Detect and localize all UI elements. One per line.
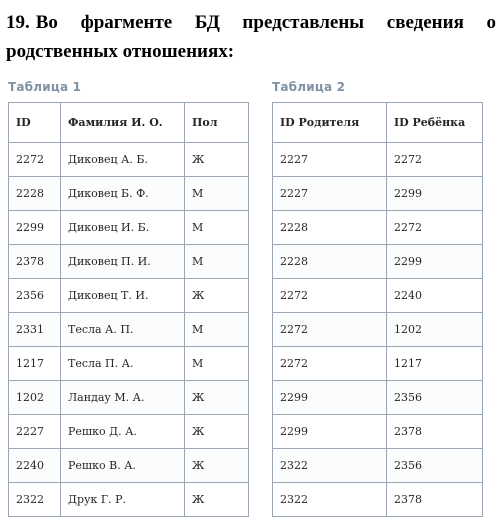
table1-cell-sex: М — [185, 245, 249, 279]
table2-row — [273, 245, 483, 279]
table1-row — [9, 177, 249, 211]
table1-header-id: ID — [9, 103, 61, 143]
table1-cell-sex: М — [185, 313, 249, 347]
table1-cell-id: 2356 — [9, 279, 61, 313]
table2-relations — [272, 102, 483, 517]
task-number: 19. — [6, 12, 30, 33]
table2-row — [273, 143, 483, 177]
table1-caption: Таблица 1 — [8, 80, 82, 94]
table1-cell-name: Диковец Б. Ф. — [61, 177, 185, 211]
table1-row — [9, 279, 249, 313]
table2-cell-parent-id: 2272 — [273, 313, 387, 347]
table2-row — [273, 449, 483, 483]
table1-cell-name: Ландау М. А. — [61, 381, 185, 415]
table1-header-sex: Пол — [185, 103, 249, 143]
table2-row — [273, 381, 483, 415]
table2-row — [273, 211, 483, 245]
table1-cell-name: Решко В. А. — [61, 449, 185, 483]
table2-cell-parent-id: 2272 — [273, 279, 387, 313]
table1-row — [9, 415, 249, 449]
table2-cell-parent-id: 2322 — [273, 483, 387, 517]
table2-row — [273, 483, 483, 517]
table1-cell-name: Диковец Т. И. — [61, 279, 185, 313]
table1-cell-name: Диковец П. И. — [61, 245, 185, 279]
table1-row — [9, 245, 249, 279]
table2-row — [273, 347, 483, 381]
table1-cell-name: Диковец А. Б. — [61, 143, 185, 177]
table2-cell-parent-id: 2228 — [273, 245, 387, 279]
table1-cell-sex: Ж — [185, 415, 249, 449]
table1-cell-sex: Ж — [185, 483, 249, 517]
table1-cell-id: 2299 — [9, 211, 61, 245]
table2-header-row — [273, 103, 483, 143]
table1-cell-sex: М — [185, 347, 249, 381]
table2-caption: Таблица 2 — [272, 80, 346, 94]
table2-cell-child-id: 2272 — [387, 211, 483, 245]
table2-cell-child-id: 2356 — [387, 381, 483, 415]
table1-row — [9, 483, 249, 517]
table1-cell-sex: Ж — [185, 449, 249, 483]
table1-cell-id: 1202 — [9, 381, 61, 415]
table2-cell-child-id: 2378 — [387, 415, 483, 449]
table2-cell-child-id: 2299 — [387, 245, 483, 279]
table1-cell-name: Тесла П. А. — [61, 347, 185, 381]
table2-cell-parent-id: 2272 — [273, 347, 387, 381]
table1-row — [9, 381, 249, 415]
table2-cell-parent-id: 2299 — [273, 381, 387, 415]
table1-cell-sex: Ж — [185, 143, 249, 177]
table1-row — [9, 347, 249, 381]
table1-cell-id: 2240 — [9, 449, 61, 483]
table1-cell-sex: М — [185, 177, 249, 211]
table2-cell-child-id: 2356 — [387, 449, 483, 483]
table2-cell-child-id: 2299 — [387, 177, 483, 211]
table1-cell-sex: Ж — [185, 279, 249, 313]
table2-header-parent-id: ID Родителя — [273, 103, 387, 143]
table2-cell-child-id: 2272 — [387, 143, 483, 177]
table1-cell-id: 2331 — [9, 313, 61, 347]
table1-row — [9, 449, 249, 483]
table2-cell-child-id: 1202 — [387, 313, 483, 347]
table1-cell-sex: Ж — [185, 381, 249, 415]
table1-row — [9, 313, 249, 347]
table1-cell-id: 2322 — [9, 483, 61, 517]
table1-header-name: Фамилия И. О. — [61, 103, 185, 143]
table1-row — [9, 143, 249, 177]
table2-cell-parent-id: 2322 — [273, 449, 387, 483]
table1-cell-id: 2378 — [9, 245, 61, 279]
table1-cell-name: Друк Г. Р. — [61, 483, 185, 517]
table2-row — [273, 177, 483, 211]
table2-cell-parent-id: 2227 — [273, 143, 387, 177]
table1-cell-id: 2227 — [9, 415, 61, 449]
table2-cell-child-id: 2378 — [387, 483, 483, 517]
table1-cell-id: 1217 — [9, 347, 61, 381]
table1-persons — [8, 102, 249, 517]
table2-row — [273, 279, 483, 313]
table2-row — [273, 415, 483, 449]
table1-row — [9, 211, 249, 245]
table2-cell-parent-id: 2299 — [273, 415, 387, 449]
task-statement — [6, 8, 496, 66]
table2-row — [273, 313, 483, 347]
table2-header-child-id: ID Ребёнка — [387, 103, 483, 143]
table2-cell-child-id: 1217 — [387, 347, 483, 381]
table1-header-row — [9, 103, 249, 143]
table1-cell-name: Решко Д. А. — [61, 415, 185, 449]
table1-cell-name: Диковец И. Б. — [61, 211, 185, 245]
table1-cell-name: Тесла А. П. — [61, 313, 185, 347]
table2-cell-child-id: 2240 — [387, 279, 483, 313]
table1-cell-id: 2228 — [9, 177, 61, 211]
table2-cell-parent-id: 2227 — [273, 177, 387, 211]
table1-cell-sex: М — [185, 211, 249, 245]
table1-cell-id: 2272 — [9, 143, 61, 177]
table2-cell-parent-id: 2228 — [273, 211, 387, 245]
task-text: Во фрагменте БД представлены сведения о родственных отношениях: — [6, 12, 496, 62]
